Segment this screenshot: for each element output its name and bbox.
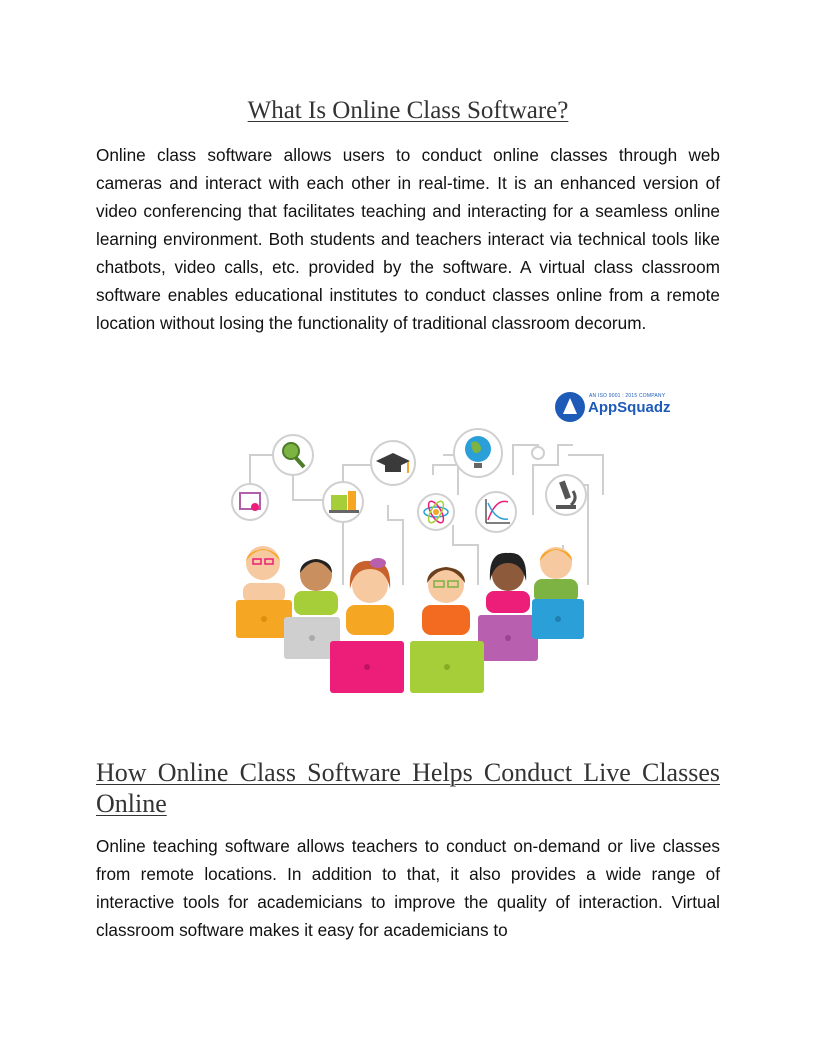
atom-icon bbox=[418, 494, 454, 530]
certificate-icon bbox=[232, 484, 268, 520]
magnifier-icon bbox=[273, 435, 313, 475]
microscope-icon bbox=[546, 475, 586, 515]
student-6 bbox=[534, 547, 578, 603]
logo-name: AppSquadz bbox=[588, 399, 671, 416]
student-5 bbox=[486, 553, 530, 613]
laptop-purple bbox=[478, 615, 538, 661]
graduation-cap-icon bbox=[371, 441, 415, 485]
student-1 bbox=[243, 546, 285, 603]
graph-icon bbox=[476, 492, 516, 532]
online-class-illustration bbox=[228, 385, 688, 705]
section-title-how-it-helps: How Online Class Software Helps Conduct Live Classes Online bbox=[96, 758, 720, 818]
student-3 bbox=[346, 558, 394, 635]
calculator-icon bbox=[323, 482, 363, 522]
laptop-orange bbox=[236, 600, 292, 638]
laptop-blue bbox=[532, 599, 584, 639]
laptop-pink bbox=[330, 641, 404, 693]
section-paragraph-what-is: Online class software allows users to conduct online classes through web cameras and interact with each other in real-time. It is an enhanced version of video conferencing that facilitates teaching and interacting for a seamless online learning environment. Both students and teachers interact via technical tools like chatbots, video calls, etc. provided by the software. A virtual class classroom software enables educational institutes to conduct classes online from a remote location without losing the functionality of traditional classroom decorum. bbox=[96, 145, 720, 333]
student-4 bbox=[422, 567, 470, 635]
laptop-green bbox=[410, 641, 484, 693]
section-paragraph-how-it-helps: Online teaching software allows teachers to conduct on-demand or live classes from remote locations. In addition to that, it also provides a wide range of interactive tools for academicians to improve the quality of interaction. Virtual classroom software makes it easy for academicians to bbox=[96, 836, 720, 940]
section-title-what-is: What Is Online Class Software? bbox=[247, 97, 569, 124]
student-2 bbox=[294, 559, 338, 615]
globe-icon bbox=[454, 429, 502, 477]
logo-tagline: AN ISO 9001 : 2015 COMPANY bbox=[589, 393, 666, 399]
